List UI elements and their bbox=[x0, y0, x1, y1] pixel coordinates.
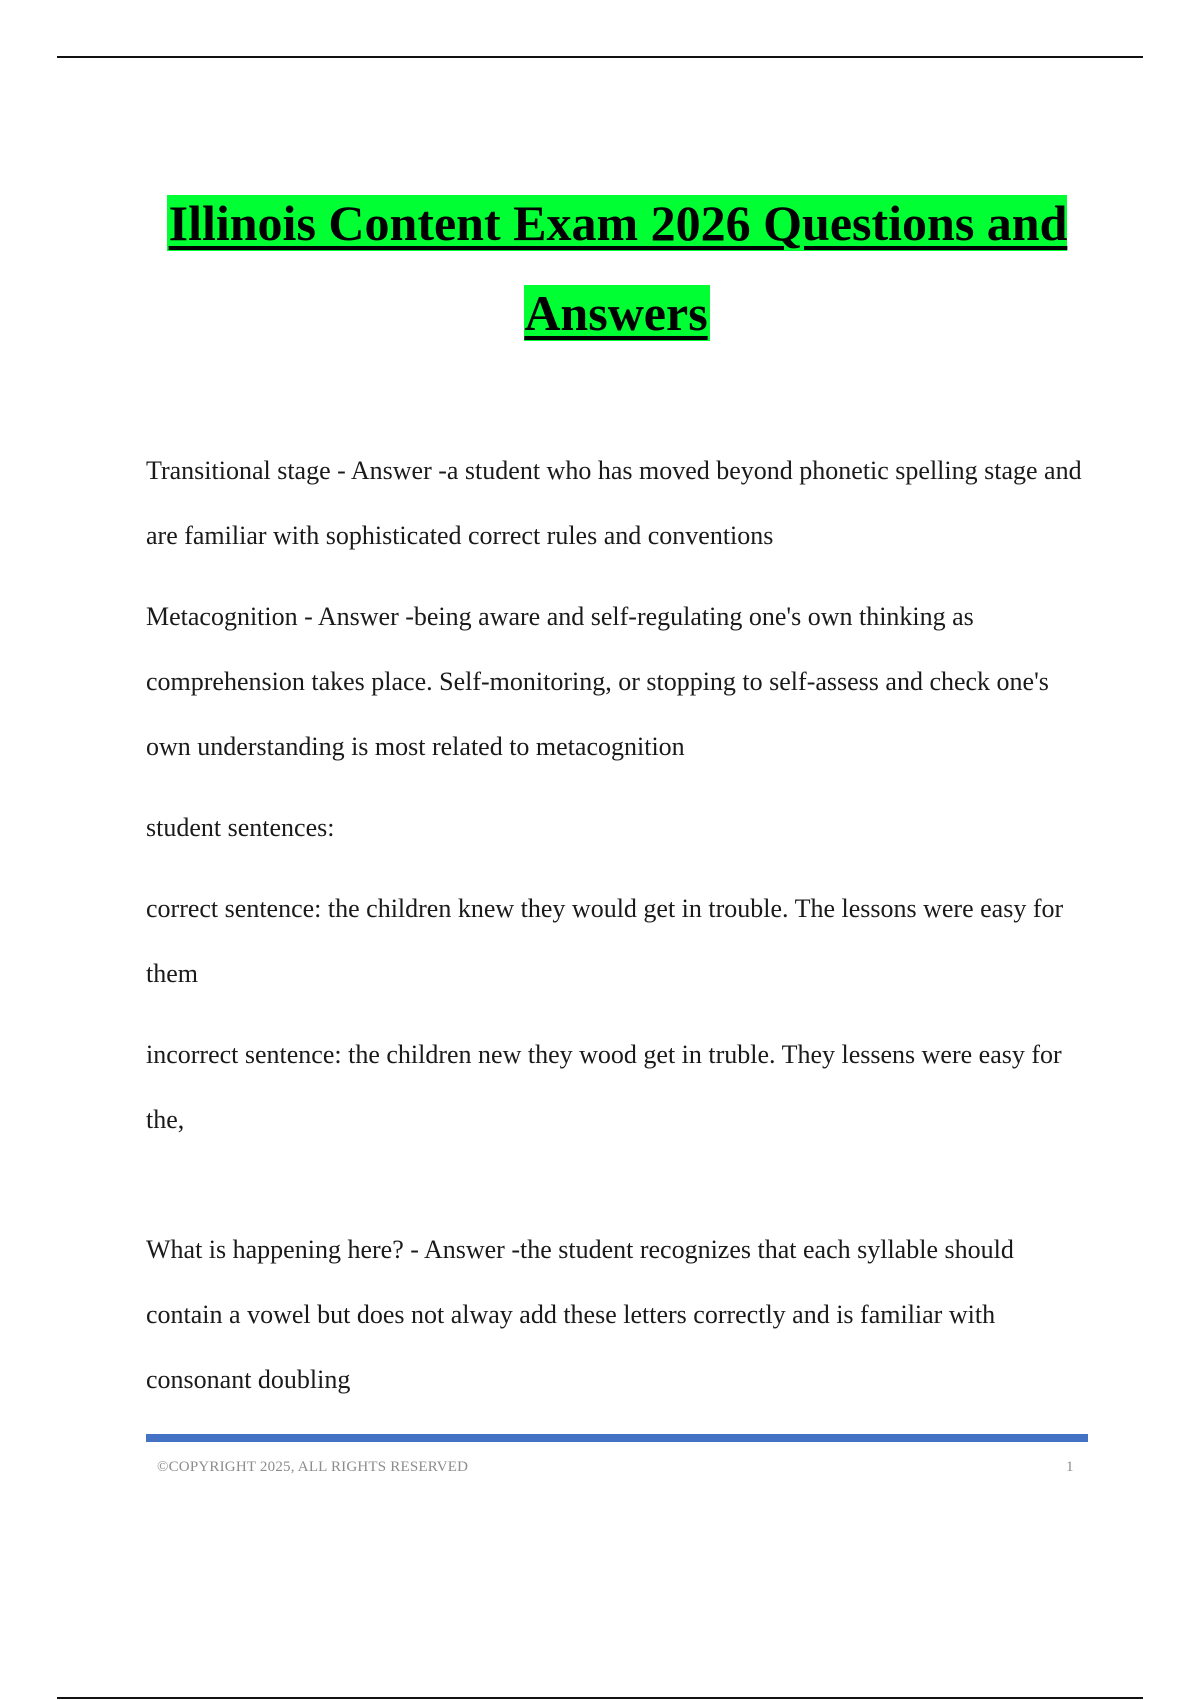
correct-sentence: correct sentence: the children knew they would get in trouble. The lessons were easy for them bbox=[146, 894, 1064, 988]
document-body bbox=[146, 438, 1096, 1428]
qa-paragraph-what-is-happening: What is happening here? - Answer -the student recognizes that each syllable should contain a vowel but does not alway add these letters correctly and is familiar with consonant doubling bbox=[146, 1235, 1014, 1394]
student-sentences-label: student sentences: bbox=[146, 813, 335, 842]
title-highlight: Illinois Content Exam 2026 Questions and Answers bbox=[168, 195, 1068, 341]
qa-paragraph-transitional-stage: Transitional stage - Answer -a student who has moved beyond phonetic spelling stage and are familiar with sophisticated correct rules and conventions bbox=[146, 456, 1082, 550]
header-rule bbox=[57, 56, 1143, 58]
footer-bar bbox=[146, 1434, 1088, 1442]
document-title bbox=[146, 178, 1088, 358]
page-number: 1 bbox=[1066, 1459, 1074, 1475]
incorrect-sentence: incorrect sentence: the children new they wood get in truble. They lessens were easy for the, bbox=[146, 1040, 1062, 1134]
qa-paragraph-metacognition: Metacognition - Answer -being aware and self-regulating one's own thinking as comprehension takes place. Self-monitoring, or stopping to self-assess and check one's own understanding is most related to metacognition bbox=[146, 602, 1049, 761]
footer-rule bbox=[57, 1697, 1143, 1699]
footer-copyright: ©COPYRIGHT 2025, ALL RIGHTS RESERVED bbox=[157, 1459, 469, 1475]
